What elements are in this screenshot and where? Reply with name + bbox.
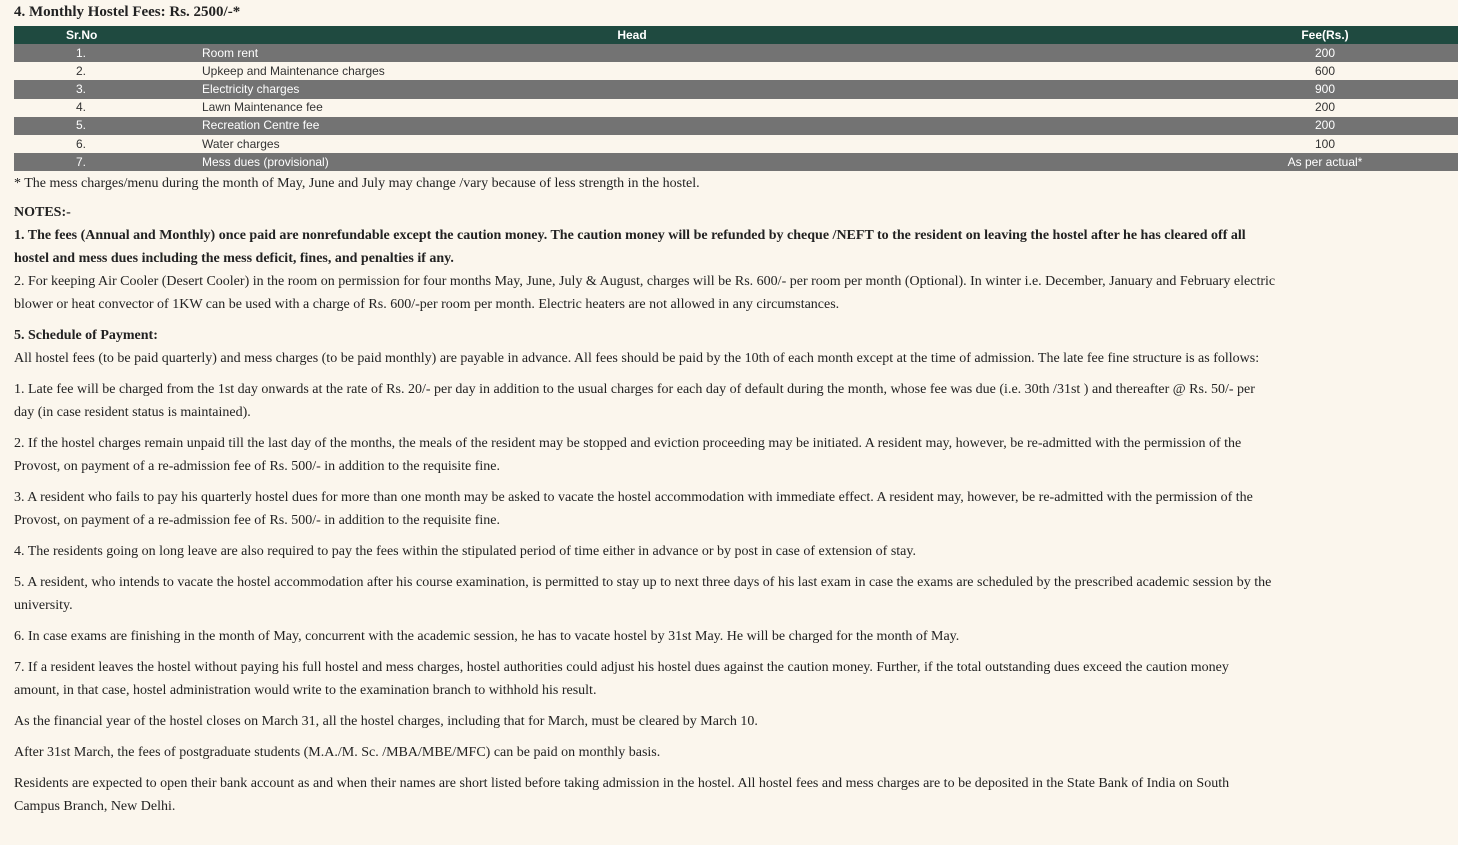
table-row xyxy=(14,153,1458,171)
row-fee: 200 xyxy=(1192,44,1458,62)
row-sr-no: 4. xyxy=(14,99,202,117)
header-sr-no: Sr.No xyxy=(14,26,202,44)
note-2: 2. For keeping Air Cooler (Desert Cooler) in the room on permission for four months May, June, July & August, charges will be Rs. 600/- per room per month (Optional). In winter i.e. December, January and February electric blower or heat convector of 1KW can be used with a charge of Rs. 600/-per room per month. Electric heaters are not allowed in any circumstances. xyxy=(14,274,1276,313)
row-sr-no: 5. xyxy=(14,117,202,135)
table-row xyxy=(14,135,1458,153)
section-5-intro: All hostel fees (to be paid quarterly) and mess charges (to be paid monthly) are payable in advance. All fees should be paid by the 10th of each month except at the time of admission. The late fee fine structure is as follows: xyxy=(14,351,1260,367)
row-fee: 900 xyxy=(1192,80,1458,98)
row-fee: 100 xyxy=(1192,135,1458,153)
bank-paragraph: Residents are expected to open their bank account as and when their names are short listed before taking admission in the hostel. All hostel fees and mess charges are to be deposited in the State Bank of India on South Campus Branch, New Delhi. xyxy=(14,776,1230,815)
schedule-item-7: 7. If a resident leaves the hostel without paying his full hostel and mess charges, hostel authorities could adjust his hostel dues against the caution money. Further, if the total outstanding dues exceed the caution money amount, in that case, hostel administration would write to the examination branch to withhold his result. xyxy=(14,660,1229,699)
table-header-row xyxy=(14,26,1458,44)
section-5-title: 5. Schedule of Payment: xyxy=(14,328,158,344)
table-row xyxy=(14,44,1458,62)
row-head: Mess dues (provisional) xyxy=(202,153,1192,171)
table-footnote: * The mess charges/menu during the month of May, June and July may change /vary because of less strength in the hostel. xyxy=(14,176,700,192)
document-page xyxy=(14,0,1363,818)
row-fee: As per actual* xyxy=(1192,153,1458,171)
financial-year-paragraph: As the financial year of the hostel closes on March 31, all the hostel charges, including that for March, must be cleared by March 10. xyxy=(14,714,758,730)
schedule-item-5: 5. A resident, who intends to vacate the hostel accommodation after his course examination, is permitted to stay up to next three days of his last exam in case the exams are scheduled by the prescribed academic session by the university. xyxy=(14,575,1272,614)
row-sr-no: 3. xyxy=(14,80,202,98)
note-1: 1. The fees (Annual and Monthly) once paid are nonrefundable except the caution money. The caution money will be refunded by cheque /NEFT to the resident on leaving the hostel after he has cleared off all hostel and mess dues including the mess deficit, fines, and penalties if any. xyxy=(14,228,1246,267)
row-sr-no: 1. xyxy=(14,44,202,62)
schedule-item-3: 3. A resident who fails to pay his quarterly hostel dues for more than one month may be asked to vacate the hostel accommodation with immediate effect. A resident may, however, be re-admitted with the permission of the Provost, on payment of a re-admission fee of Rs. 500/- in addition to the requisite fine. xyxy=(14,490,1253,529)
schedule-item-4: 4. The residents going on long leave are also required to pay the fees within the stipulated period of time either in advance or by post in case of extension of stay. xyxy=(14,544,916,560)
table-row xyxy=(14,117,1458,135)
schedule-item-6: 6. In case exams are finishing in the month of May, concurrent with the academic session, he has to vacate hostel by 31st May. He will be charged for the month of May. xyxy=(14,629,960,645)
postgraduate-paragraph: After 31st March, the fees of postgraduate students (M.A./M. Sc. /MBA/MBE/MFC) can be paid on monthly basis. xyxy=(14,745,661,761)
row-sr-no: 6. xyxy=(14,135,202,153)
table-row xyxy=(14,99,1458,117)
notes-title: NOTES:- xyxy=(14,205,71,221)
table-row xyxy=(14,80,1458,98)
table-row xyxy=(14,62,1458,80)
row-fee: 200 xyxy=(1192,117,1458,135)
section-4-title: 4. Monthly Hostel Fees: Rs. 2500/-* xyxy=(14,4,241,20)
row-head: Upkeep and Maintenance charges xyxy=(202,62,1192,80)
row-head: Lawn Maintenance fee xyxy=(202,99,1192,117)
fee-table xyxy=(14,26,1458,171)
header-fee: Fee(Rs.) xyxy=(1192,26,1458,44)
row-sr-no: 2. xyxy=(14,62,202,80)
row-head: Water charges xyxy=(202,135,1192,153)
schedule-item-1: 1. Late fee will be charged from the 1st day onwards at the rate of Rs. 20/- per day in addition to the usual charges for each day of default during the month, whose fee was due (i.e. 30th /31st ) and thereafter @ Rs. 50/- per day (in case resident status is maintained). xyxy=(14,382,1255,421)
row-head: Room rent xyxy=(202,44,1192,62)
row-head: Electricity charges xyxy=(202,80,1192,98)
row-sr-no: 7. xyxy=(14,153,202,171)
row-fee: 200 xyxy=(1192,99,1458,117)
row-fee: 600 xyxy=(1192,62,1458,80)
header-head: Head xyxy=(202,26,1192,44)
schedule-item-2: 2. If the hostel charges remain unpaid till the last day of the months, the meals of the resident may be stopped and eviction proceeding may be initiated. A resident may, however, be re-admitted with the permission of the Provost, on payment of a re-admission fee of Rs. 500/- in addition to the requisite fine. xyxy=(14,436,1242,475)
row-head: Recreation Centre fee xyxy=(202,117,1192,135)
